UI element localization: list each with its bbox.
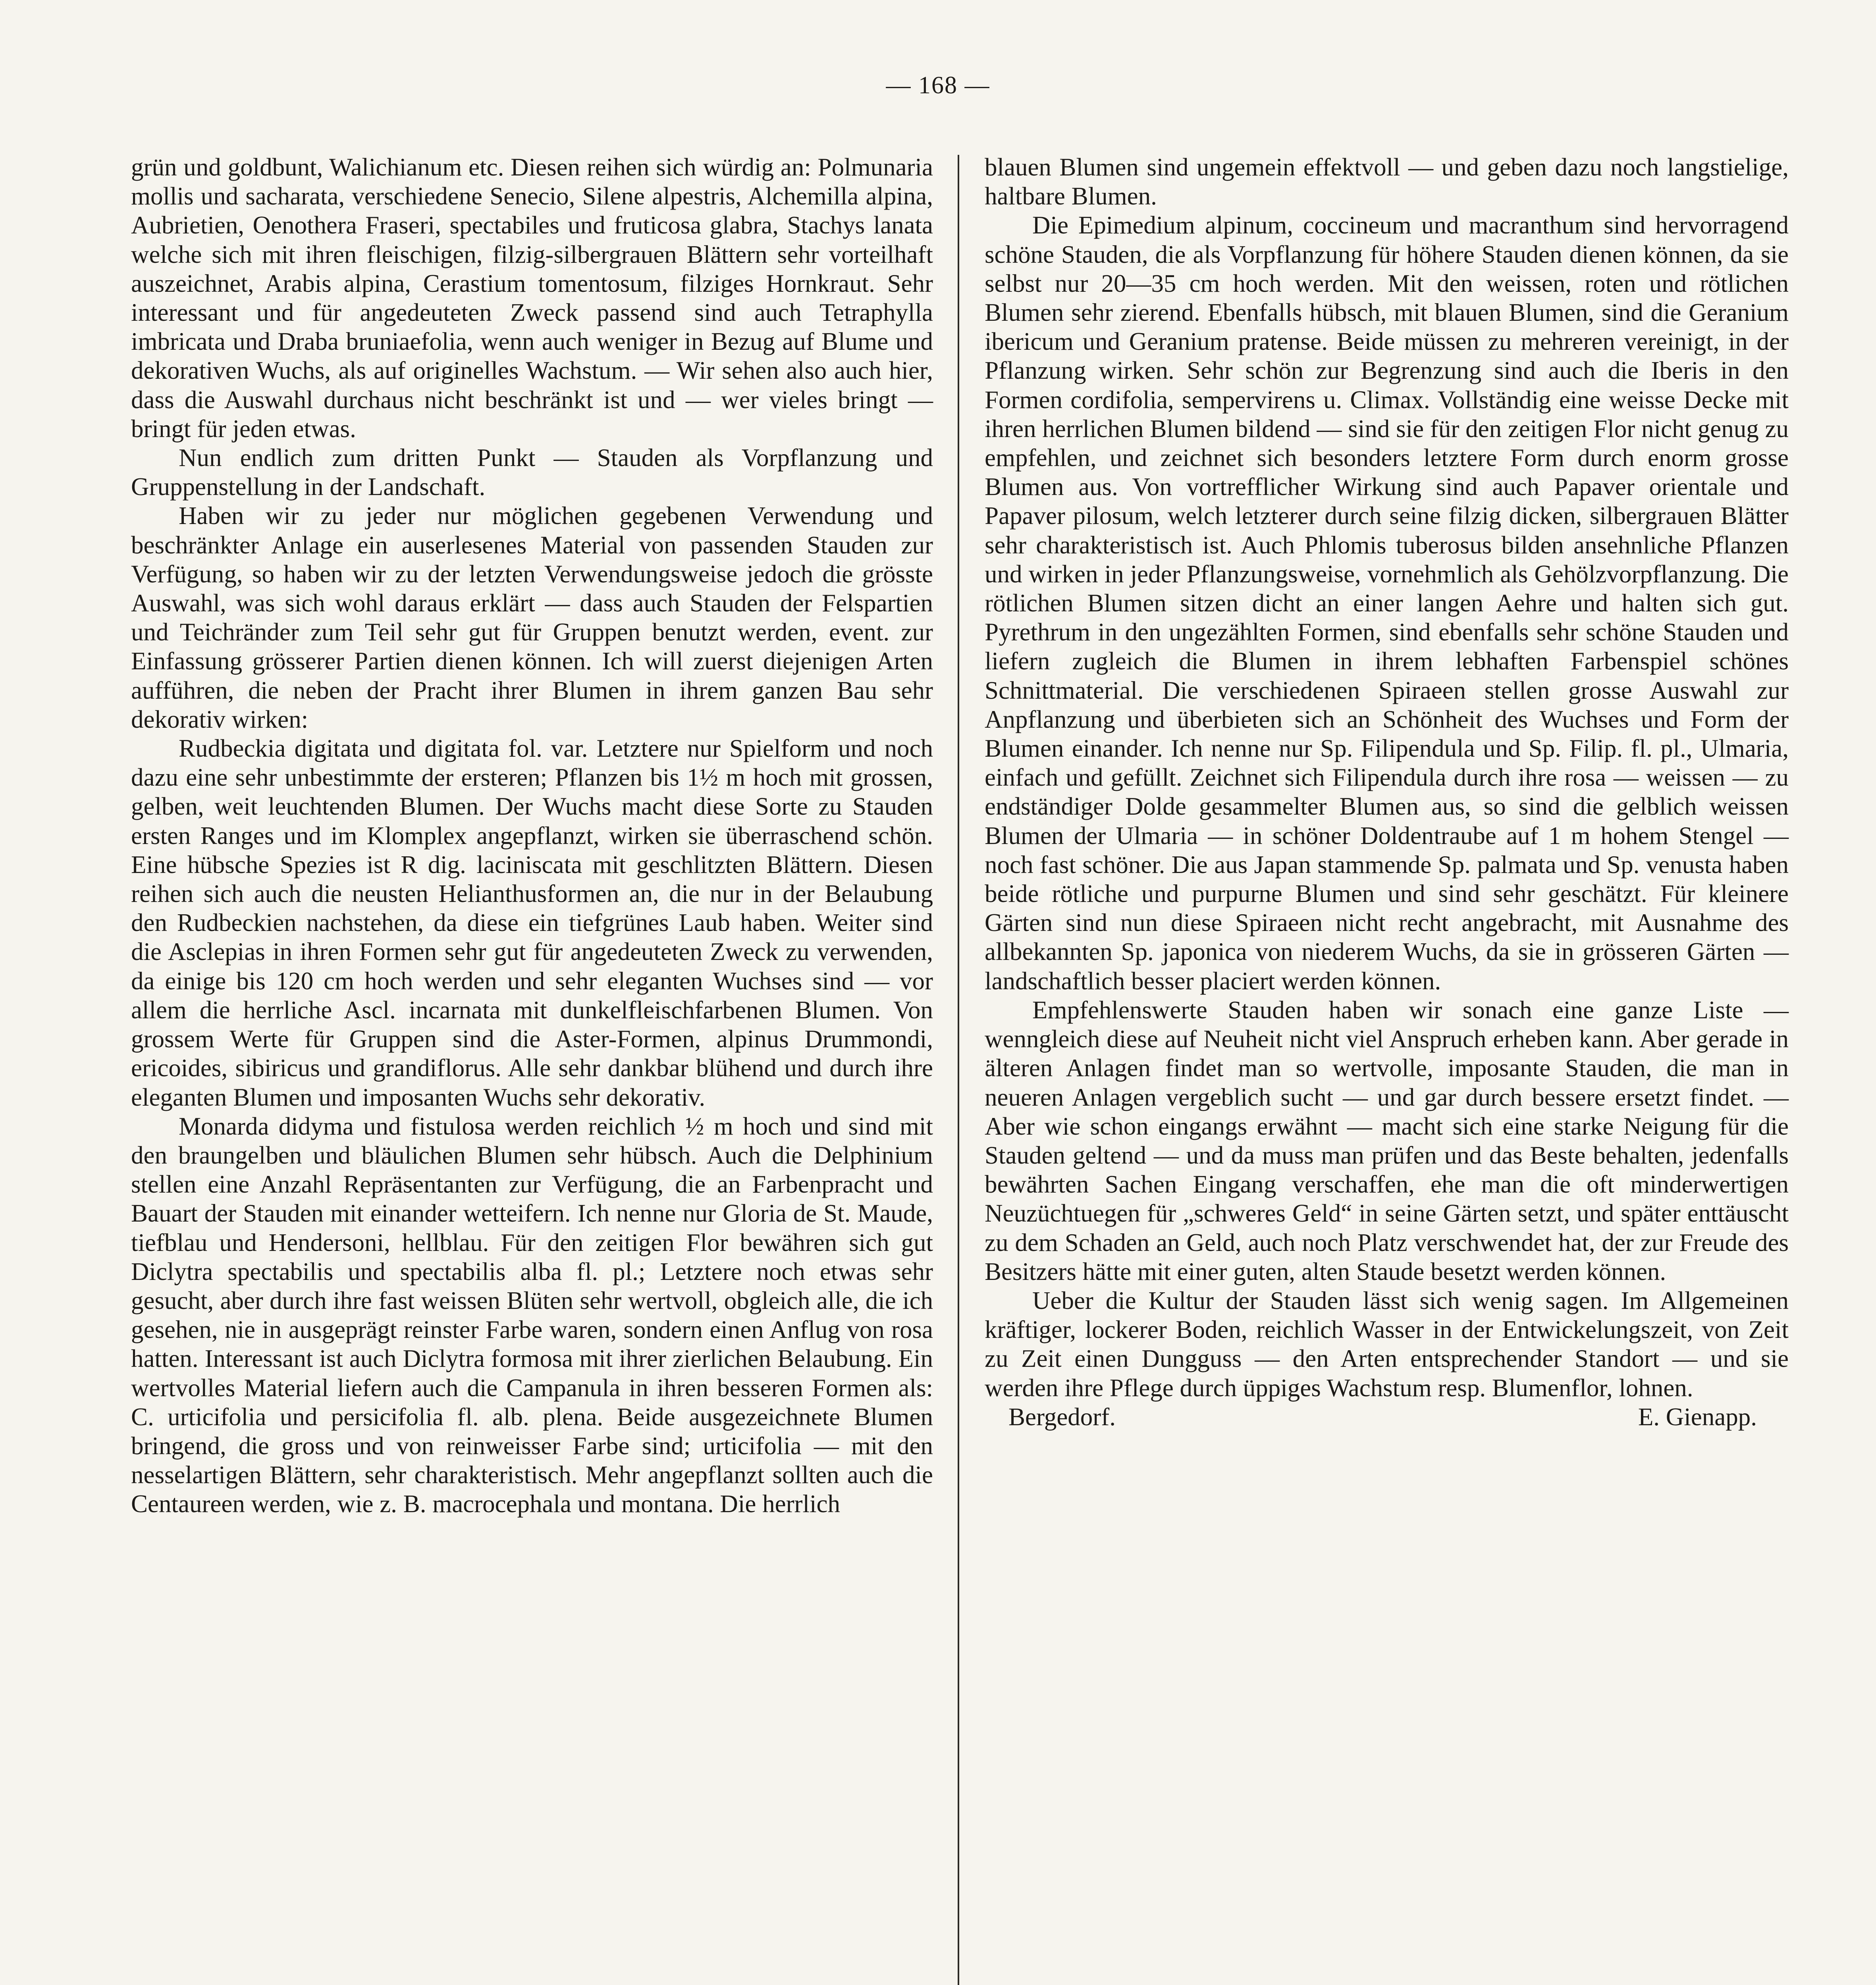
- page-number: — 168 —: [886, 72, 990, 99]
- paragraph: grün und goldbunt, Walichianum etc. Diesen reihen sich würdig an: Polmunaria mollis und sacharata, verschiedene Senecio, Silene alpestris, Alchemilla alpina, Aubrietien, Oenothera Fraseri, spectabiles und fruticosa glabra, Stachys lanata welche sich mit ihren fleischigen, filzig-silbergrauen Blättern sehr vorteilhaft auszeichnet, Arabis alpina, Cerastium tomentosum, filziges Hornkraut. Sehr interessant und für angedeuteten Zweck passend sind auch Tetraphylla imbricata und Draba bruniaefolia, wenn auch weniger in Bezug auf Blume und dekorativen Wuchs, als auf originelles Wachstum. — Wir sehen also auch hier, dass die Auswahl durchaus nicht beschränkt ist und — wer vieles bringt — bringt für jeden etwas.: [131, 153, 933, 443]
- signature-place: Bergedorf.: [1008, 1403, 1116, 1431]
- signature-author: E. Gienapp.: [1638, 1403, 1757, 1431]
- paragraph: Monarda didyma und fistulosa werden reichlich ½ m hoch und sind mit den braungelben und bläulichen Blumen sehr hübsch. Auch die Delphinium stellen eine Anzahl Repräsentanten zur Verfügung, die an Farbenpracht und Bauart der Stauden mit einander wetteifern. Ich nenne nur Gloria de St. Maude, tiefblau und Hendersoni, hellblau. Für den zeitigen Flor bewähren sich gut Diclytra spectabilis und spectabilis alba fl. pl.; Letztere noch etwas sehr gesucht, aber durch ihre fast weissen Blüten sehr wertvoll, obgleich alle, die ich gesehen, nie in ausgeprägt reinster Farbe waren, sondern einen Anflug von rosa hatten. Interessant ist auch Diclytra formosa mit ihrer zierlichen Belaubung. Ein wertvolles Material liefern auch die Campanula in ihren besseren Formen als: C. urticifolia und persicifolia fl. alb. plena. Beide ausgezeichnete Blumen bringend, die gross und von reinweisser Farbe sind; urticifolia — mit den nesselartigen Blättern, sehr charakteristisch. Mehr angepflanzt sollten auch die Centaureen werden, wie z. B. macrocephala und montana. Die herrlich: [131, 1112, 933, 1518]
- paragraph: Ueber die Kultur der Stauden lässt sich wenig sagen. Im Allgemeinen kräftiger, lockerer Boden, reichlich Wasser in der Entwickelungszeit, von Zeit zu Zeit einen Dungguss — den Arten entsprechender Standort — und sie werden ihre Pflege durch üppiges Wachstum resp. Blumenflor, lohnen.: [985, 1286, 1789, 1402]
- paragraph: Empfehlenswerte Stauden haben wir sonach eine ganze Liste — wenngleich diese auf Neuheit nicht viel Anspruch erheben kann. Aber gerade in älteren Anlagen findet man so wertvolle, imposante Stauden, die man in neueren Anlagen vergeblich sucht — und gar durch bessere ersetzt findet. — Aber wie schon eingangs erwähnt — macht sich eine starke Neigung für die Stauden geltend — und da muss man prüfen und das Beste behalten, jedenfalls bewährten Sachen Eingang verschaffen, ehe man die oft minderwertigen Neuzüchtuegen für „schweres Geld“ in seine Gärten setzt, und später enttäuscht zu dem Schaden an Geld, auch noch Platz verschwendet hat, der zur Freude des Besitzers hätte mit einer guten, alten Staude besetzt werden können.: [985, 996, 1789, 1285]
- paragraph: Die Epimedium alpinum, coccineum und macranthum sind hervorragend schöne Stauden, die als Vorpflanzung für höhere Stauden dienen können, da sie selbst nur 20—35 cm hoch werden. Mit den weissen, roten und rötlichen Blumen sehr zierend. Ebenfalls hübsch, mit blauen Blumen, sind die Geranium ibericum und Geranium pratense. Beide müssen zu mehreren vereinigt, in der Pflanzung wirken. Sehr schön zur Begrenzung sind auch die Iberis in den Formen cordifolia, sempervirens u. Climax. Vollständig eine weisse Decke mit ihren herrlichen Blumen bildend — sind sie für den zeitigen Flor nicht genug zu empfehlen, und zeichnet sich besonders letztere Form durch enorm grosse Blumen aus. Von vortrefflicher Wirkung sind auch Papaver orientale und Papaver pilosum, welch letzterer durch seine filzig dicken, silbergrauen Blätter sehr charakteristisch ist. Auch Phlomis tuberosus bilden ansehnliche Pflanzen und wirken in jeder Pflanzungsweise, vornehmlich als Gehölzvorpflanzung. Die rötlichen Blumen sitzen dicht an einer langen Aehre und halten sich gut. Pyrethrum in den ungezählten Formen, sind ebenfalls sehr schöne Stauden und liefern zugleich die Blumen in ihrem lebhaften Farbenspiel schönes Schnittmaterial. Die verschiedenen Spiraeen stellen grosse Auswahl zur Anpflanzung und überbieten sich an Schönheit des Wuchses und Form der Blumen einander. Ich nenne nur Sp. Filipendula und Sp. Filip. fl. pl., Ulmaria, einfach und gefüllt. Zeichnet sich Filipendula durch ihre rosa — weissen — zu endständiger Dolde gesammelter Blumen aus, so sind die gelblich weissen Blumen der Ulmaria — in schöner Doldentraube auf 1 m hohem Stengel — noch fast schöner. Die aus Japan stammende Sp. palmata und Sp. venusta haben beide rötliche und purpurne Blumen und sind sehr geschätzt. Für kleinere Gärten sind nun diese Spiraeen nicht recht angebracht, mit Ausnahme des allbekannten Sp. japonica von niederem Wuchs, da sie in grösseren Gärten — landschaftlich besser placiert werden können.: [985, 211, 1789, 995]
- column-divider: [958, 155, 959, 1985]
- paragraph: Nun endlich zum dritten Punkt — Stauden als Vorpflanzung und Gruppenstellung in der Landschaft.: [131, 444, 933, 501]
- paragraph: Rudbeckia digitata und digitata fol. var. Letztere nur Spielform und noch dazu eine sehr unbestimmte der ersteren; Pflanzen bis 1½ m hoch mit grossen, gelben, weit leuchtenden Blumen. Der Wuchs macht diese Sorte zu Stauden ersten Ranges und im Klomplex angepflanzt, wirken sie überraschend schön. Eine hübsche Spezies ist R dig. laciniscata mit geschlitzten Blättern. Diesen reihen sich auch die neusten Helianthusformen an, die nur in der Belaubung den Rudbeckien nachstehen, da diese ein tiefgrünes Laub haben. Weiter sind die Asclepias in ihren Formen sehr gut für angedeuteten Zweck zu verwenden, da einige bis 120 cm hoch werden und sehr eleganten Wuchses sind — vor allem die herrliche Ascl. incarnata mit dunkelfleischfarbenen Blumen. Von grossem Werte für Gruppen sind die Aster-Formen, alpinus Drummondi, ericoides, sibiricus und grandiflorus. Alle sehr dankbar blühend und durch ihre eleganten Blumen und imposanten Wuchs sehr dekorativ.: [131, 734, 933, 1111]
- signature-row: [985, 1403, 1789, 1432]
- paragraph: blauen Blumen sind ungemein effektvoll — und geben dazu noch langstielige, haltbare Blumen.: [985, 153, 1789, 210]
- left-column: [131, 153, 933, 1519]
- right-column: [985, 153, 1789, 1432]
- paragraph: Haben wir zu jeder nur möglichen gegebenen Verwendung und beschränkter Anlage ein auserlesenes Material von passenden Stauden zur Verfügung, so haben wir zu der letzten Verwendungsweise jedoch die grösste Auswahl, was sich wohl daraus erklärt — dass auch Stauden der Felspartien und Teichränder zum Teil sehr gut für Gruppen benutzt werden, event. zur Einfassung grösserer Partien dienen können. Ich will zuerst diejenigen Arten aufführen, die neben der Pracht ihrer Blumen in ihrem ganzen Bau sehr dekorativ wirken:: [131, 502, 933, 733]
